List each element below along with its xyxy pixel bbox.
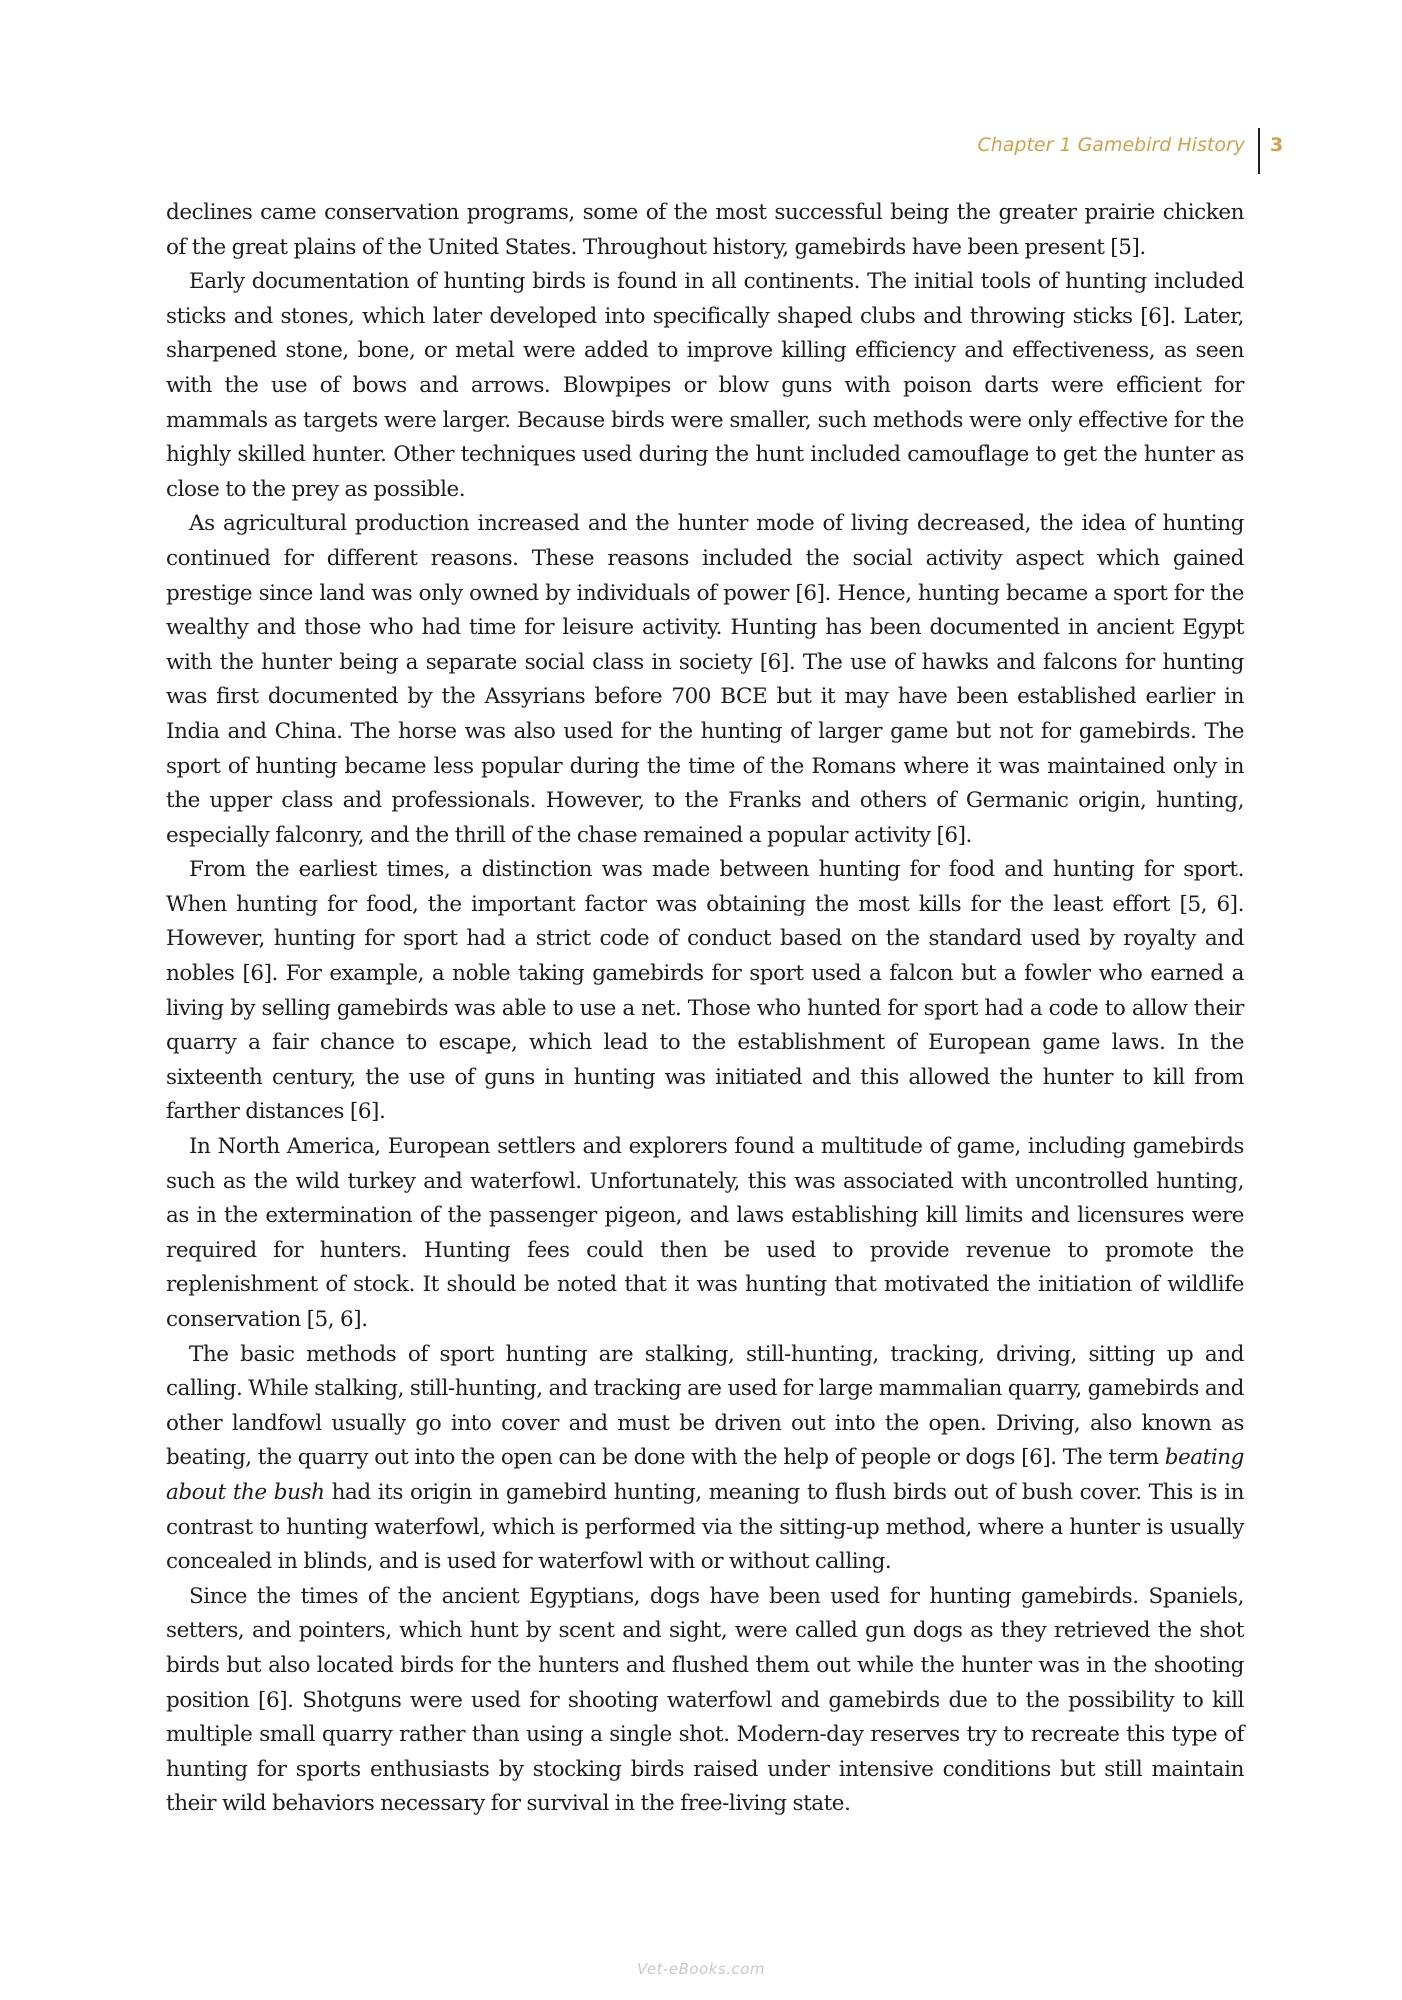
paragraph-6 xyxy=(166,1338,1244,1580)
page-number: 3 xyxy=(1270,134,1284,156)
running-head xyxy=(0,128,1402,176)
chapter-title: Chapter 1 Gamebird History xyxy=(977,134,1245,156)
paragraph-6-part-1: The basic methods of sport hunting are stalking, still-hunting, tracking, driving, sitting up and calling. While stalking, still-hunting, and tracking are used for large mammalian quarry, gamebirds and other landfowl usually go into cover and must be driven out into the open. Driving, also known as beating, the quarry out into the open can be done with the help of people or dogs [6]. The term xyxy=(166,1341,1244,1471)
paragraph-2: Early documentation of hunting birds is found in all continents. The initial tools of hunting included sticks and stones, which later developed into specifically shaped clubs and throwing sticks [6]. Later, sharpened stone, bone, or metal were added to improve killing efficiency and effectiveness, as seen with the use of bows and arrows. Blowpipes or blow guns with poison darts were efficient for mammals as targets were larger. Because birds were smaller, such methods were only effective for the highly skilled hunter. Other techniques used during the hunt included camouflage to get the hunter as close to the prey as possible. xyxy=(166,269,1244,502)
paragraph-6-part-2: had its origin in gamebird hunting, meaning to flush birds out of bush cover. This is in contrast to hunting waterfowl, which is performed via the sitting-up method, where a hunter is usually concealed in blinds, and is used for waterfowl with or without calling. xyxy=(166,1479,1244,1575)
paragraph-7: Since the times of the ancient Egyptians, dogs have been used for hunting gamebirds. Spaniels, setters, and pointers, which hunt by scent and sight, were called gun dogs as they retrieved the shot birds but also located birds for the hunters and flushed them out while the hunter was in the shooting position [6]. Shotguns were used for shooting waterfowl and gamebirds due to the possibility to kill multiple small quarry rather than using a single shot. Modern-day reserves try to recreate this type of hunting for sports enthusiasts by stocking birds raised under intensive conditions but still maintain their wild behaviors necessary for survival in the free-living state. xyxy=(166,1583,1244,1817)
emphasis-phrase: beating about the bush xyxy=(166,1445,1244,1505)
body-text xyxy=(166,196,1244,1822)
paragraph-1: declines came conservation programs, some of the most successful being the greater prairie chicken of the great plains of the United States. Throughout history, gamebirds have been present [5]. xyxy=(166,200,1244,260)
paragraph-4: From the earliest times, a distinction was made between hunting for food and hunting for sport. When hunting for food, the important factor was obtaining the most kills for the least effort [5, 6]. However, hunting for sport had a strict code of conduct based on the standard used by royalty and nobles [6]. For example, a noble taking gamebirds for sport used a falcon but a fowler who earned a living by selling gamebirds was able to use a net. Those who hunted for sport had a code to allow their quarry a fair chance to escape, which lead to the establishment of European game laws. In the sixteenth century, the use of guns in hunting was initiated and this allowed the hunter to kill from farther distances [6]. xyxy=(166,857,1244,1125)
paragraph-3: As agricultural production increased and the hunter mode of living decreased, the idea of hunting continued for different reasons. These reasons included the social activity aspect which gained prestige since land was only owned by individuals of power [6]. Hence, hunting became a sport for the wealthy and those who had time for leisure activity. Hunting has been documented in ancient Egypt with the hunter being a separate social class in society [6]. The use of hawks and falcons for hunting was first documented by the Assyrians before 700 BCE but it may have been established earlier in India and China. The horse was also used for the hunting of larger game but not for gamebirds. The sport of hunting became less popular during the time of the Romans where it was maintained only in the upper class and professionals. However, to the Franks and others of Germanic origin, hunting, especially falconry, and the thrill of the chase remained a popular activity [6]. xyxy=(166,511,1244,848)
paragraph-5: In North America, European settlers and explorers found a multitude of game, including gamebirds such as the wild turkey and waterfowl. Unfortunately, this was associated with uncontrolled hunting, as in the extermination of the passenger pigeon, and laws establishing kill limits and licensures were required for hunters. Hunting fees could then be used to provide revenue to promote the replenishment of stock. It should be noted that it was hunting that motivated the initiation of wildlife conservation [5, 6]. xyxy=(166,1134,1244,1332)
header-divider xyxy=(1258,128,1260,174)
watermark: Vet-eBooks.com xyxy=(636,1960,766,1978)
